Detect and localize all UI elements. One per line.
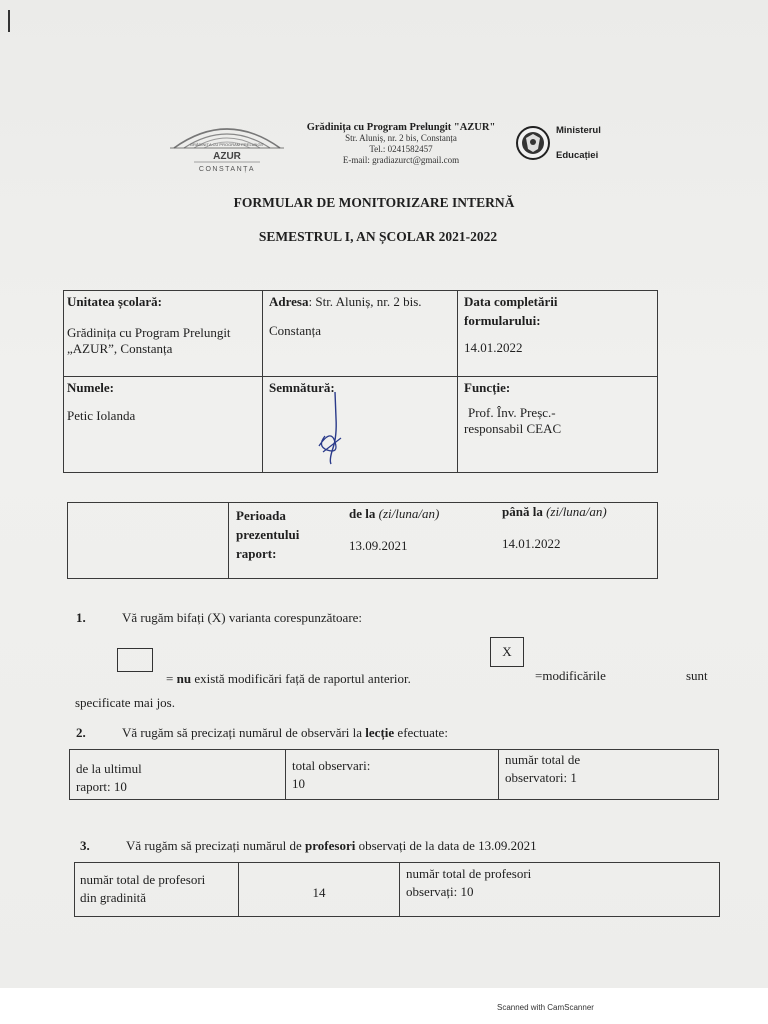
name-label: Numele: (67, 380, 114, 395)
question-3-number: 3. (80, 838, 90, 853)
total-teachers-label-1: număr total de profesori (80, 872, 206, 887)
school-email: E-mail: gradiazurct@gmail.com (342, 155, 460, 165)
ministry-label (556, 124, 601, 162)
lesson-observations-table (69, 749, 719, 800)
teachers-observed-cell (400, 863, 720, 917)
question-3-text-pre: Vă rugăm să precizați numărul de (126, 838, 306, 853)
total-observers-cell (499, 750, 719, 800)
question-3-text-post: observați de la data de 13.09.2021 (355, 838, 537, 853)
form-subtitle: SEMESTRUL I, AN ȘCOLAR 2021-2022 (258, 229, 498, 244)
period-empty-cell (68, 503, 229, 579)
option-changes-sunt: sunt (686, 668, 708, 683)
period-to-cell (500, 503, 658, 579)
period-label-3: raport: (236, 546, 277, 561)
question-2-text-pre: Vă rugăm să precizați numărul de observări la (122, 725, 366, 740)
question-2-text-post: efectuate: (394, 725, 448, 740)
address-cell (263, 291, 458, 377)
total-observers-value: observatori: 1 (505, 770, 577, 785)
function-value-1: Prof. Înv. Preșc.- (468, 405, 556, 420)
completion-date-label-2: formularului: (464, 313, 541, 328)
teachers-observed-table (74, 862, 720, 917)
question-1-text: Vă rugăm bifați (X) varianta corespunzătoare: (122, 610, 363, 625)
logo-arc-text: GRĂDINIȚA CU PROGRAM PRELUNGIT (189, 142, 265, 147)
logo-arch-icon (164, 116, 290, 174)
completion-date-cell (458, 291, 658, 377)
total-teachers-cell (75, 863, 239, 917)
teachers-observed-value: observați: 10 (406, 884, 474, 899)
signature-cell (263, 377, 458, 473)
period-from-value: 13.09.2021 (349, 538, 408, 553)
total-observers-label: număr total de (505, 752, 581, 767)
name-cell (64, 377, 263, 473)
question-2-text-bold: lecție (365, 725, 395, 740)
option-no-changes-bold: nu (176, 671, 192, 686)
completion-date-value: 14.01.2022 (464, 340, 523, 355)
handwritten-signature (305, 388, 345, 468)
total-observations-label: total observari: (292, 758, 371, 773)
total-teachers-value-cell (239, 863, 400, 917)
ministry-line-2: Educației (556, 150, 599, 161)
kindergarten-logo (164, 116, 290, 174)
period-label-cell (229, 503, 346, 579)
ministry-line-1: Ministerul (556, 125, 601, 136)
school-unit-value-1: Grădinița cu Program Prelungit (67, 325, 231, 340)
total-teachers-value: 14 (312, 885, 326, 900)
signature-label: Semnătură: (269, 380, 335, 395)
question-2-text (122, 725, 448, 741)
ministry-crest-icon (510, 125, 556, 161)
school-name: Grădinița cu Program Prelungit "AZUR" (306, 122, 496, 133)
name-value: Petic Iolanda (67, 408, 136, 423)
info-table (63, 290, 658, 473)
period-label-1: Perioada (236, 508, 286, 523)
period-from-label: de la (349, 506, 376, 521)
period-to-label: până la (502, 504, 543, 519)
option-no-changes-checkbox[interactable] (117, 648, 153, 672)
function-value-2: responsabil CEAC (464, 421, 562, 436)
question-1-number: 1. (76, 610, 86, 625)
period-to-hint: (zi/luna/an) (546, 504, 607, 519)
total-observations-value: 10 (292, 776, 305, 791)
period-to-value: 14.01.2022 (502, 536, 561, 551)
school-address: Str. Aluniș, nr. 2 bis, Constanța (345, 133, 457, 143)
since-last-report-label: de la ultimul (76, 761, 142, 776)
form-title: FORMULAR DE MONITORIZARE INTERNĂ (233, 195, 515, 210)
school-info (290, 122, 512, 166)
period-label-2: prezentului (236, 527, 300, 542)
option-changes-mark: X (502, 644, 512, 659)
since-last-report-cell (70, 750, 286, 800)
question-3-text-bold: profesori (305, 838, 356, 853)
option-no-changes-rest: există modificări față de raportul anterior. (191, 671, 411, 686)
logo-city: CONSTANȚA (198, 166, 256, 173)
teachers-observed-label: număr total de profesori (406, 866, 532, 881)
school-unit-label: Unitatea școlară: (67, 294, 162, 309)
question-2-number: 2. (76, 725, 86, 740)
address-value-1: : Str. Aluniș, nr. 2 bis. (308, 294, 422, 309)
function-cell (458, 377, 658, 473)
option-no-changes-eq: = (166, 671, 177, 686)
total-teachers-label-2: din gradinită (80, 890, 147, 905)
since-last-report-value: raport: 10 (76, 779, 127, 794)
question-3-text (126, 838, 537, 854)
period-table (67, 502, 658, 579)
school-phone: Tel.: 0241582457 (369, 144, 433, 154)
completion-date-label-1: Data completării (464, 294, 558, 309)
option-no-changes-text (166, 671, 411, 687)
page-edge-mark (8, 10, 10, 32)
school-unit-cell (64, 291, 263, 377)
logo-name: AZUR (213, 151, 241, 162)
option-changes-text: =modificările (535, 668, 606, 683)
period-from-hint: (zi/luna/an) (378, 506, 440, 521)
option-changes-checkbox[interactable] (490, 637, 524, 667)
address-label: Adresa (269, 294, 309, 309)
period-from-cell (345, 503, 500, 579)
school-unit-value-2: „AZUR”, Constanța (67, 341, 173, 356)
option-changes-continuation: specificate mai jos. (75, 695, 175, 710)
total-observations-cell (286, 750, 499, 800)
address-value-2: Constanța (269, 323, 321, 338)
scanner-watermark: Scanned with CamScanner (497, 1003, 594, 1012)
function-label: Funcție: (464, 380, 511, 395)
